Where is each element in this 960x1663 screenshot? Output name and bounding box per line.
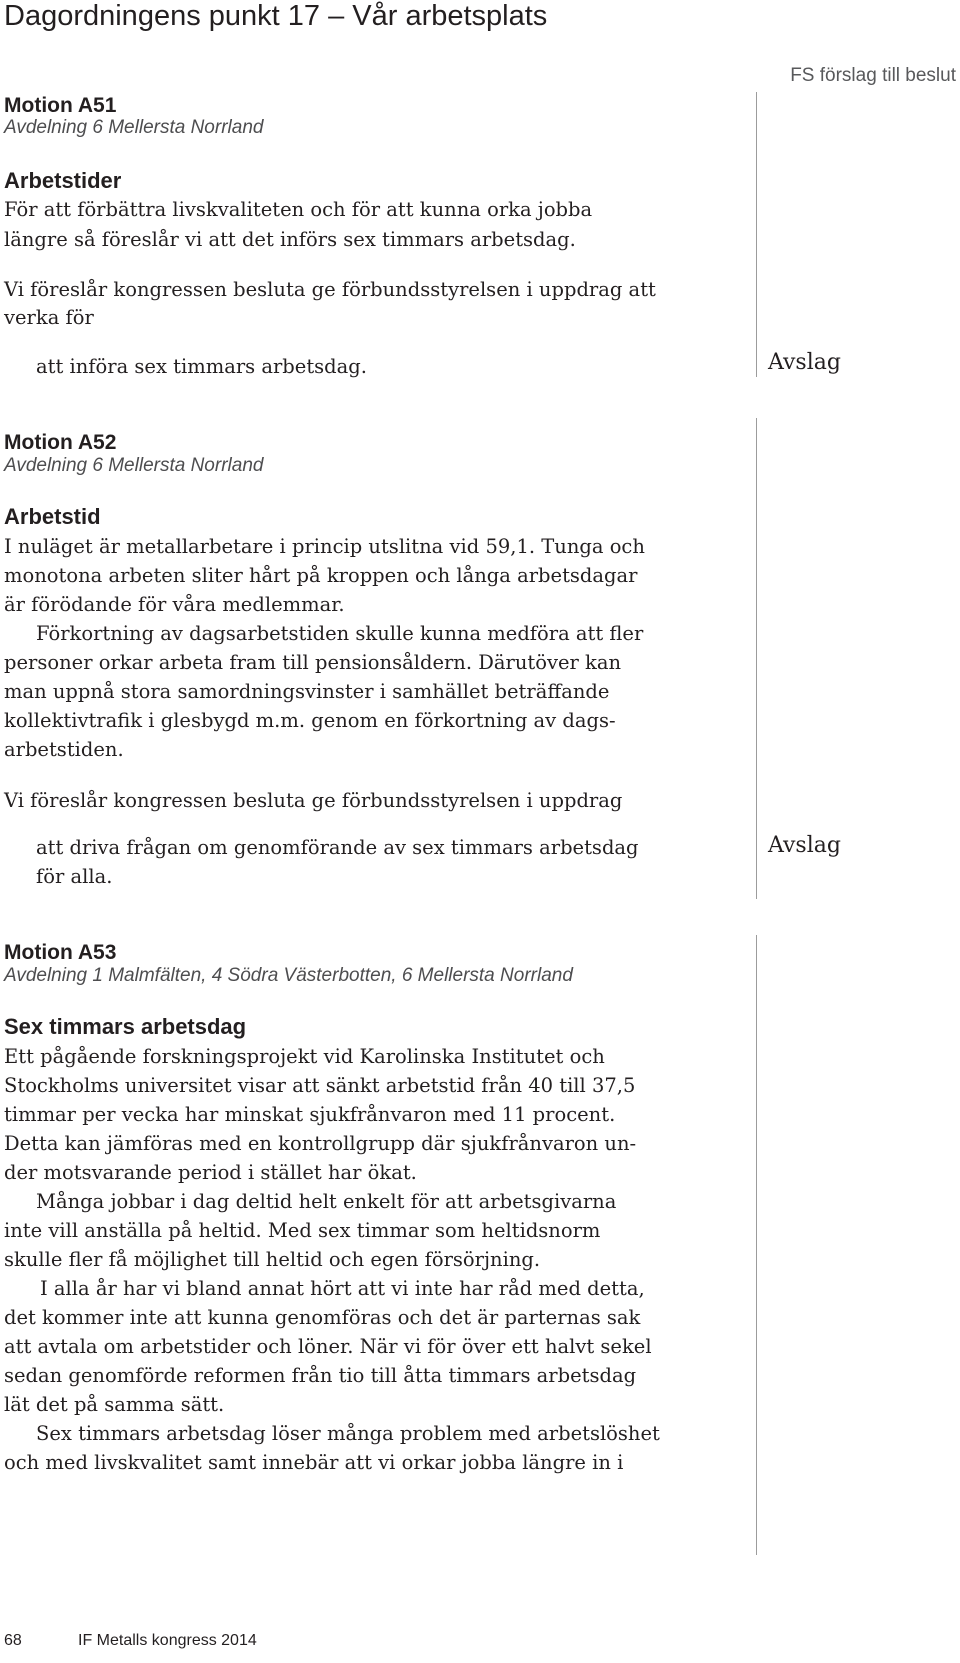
body-line: Stockholms universitet visar att sänkt arbetstid från 40 till 37,5 <box>4 1074 636 1097</box>
column-divider <box>756 92 757 377</box>
body-line: Ett pågående forskningsprojekt vid Karolinska Institutet och <box>4 1045 605 1068</box>
body-line: det kommer inte att kunna genomföras och det är parternas sak <box>4 1306 641 1329</box>
body-line: Vi föreslår kongressen besluta ge förbundsstyrelsen i uppdrag att <box>4 278 656 301</box>
motion-subtitle: Avdelning 1 Malmfälten, 4 Södra Västerbotten, 6 Mellersta Norrland <box>4 965 573 986</box>
body-line: Många jobbar i dag deltid helt enkelt för att arbetsgivarna <box>36 1190 617 1213</box>
body-line: I nuläget är metallarbetare i princip utslitna vid 59,1. Tunga och <box>4 535 645 558</box>
body-line: verka för <box>4 306 94 329</box>
body-line: lät det på samma sätt. <box>4 1393 225 1416</box>
body-line: man uppnå stora samordningsvinster i samhället beträffande <box>4 680 610 703</box>
body-line: och med livskvalitet samt innebär att vi orkar jobba längre in i <box>4 1451 624 1474</box>
att-clause: för alla. <box>36 865 113 888</box>
column-divider <box>756 418 757 899</box>
page-title: Dagordningens punkt 17 – Vår arbetsplats <box>4 0 548 32</box>
motion-title: Motion A52 <box>4 431 117 454</box>
body-line: att avtala om arbetstider och löner. När vi för över ett halvt sekel <box>4 1335 652 1358</box>
body-line: Sex timmars arbetsdag löser många problem med arbetslöshet <box>36 1422 660 1445</box>
motion-heading: Sex timmars arbetsdag <box>4 1014 247 1039</box>
decision-label: Avslag <box>768 833 841 858</box>
motion-title: Motion A51 <box>4 94 117 117</box>
column-divider <box>756 935 757 1555</box>
body-line: längre så föreslår vi att det införs sex timmars arbetsdag. <box>4 228 576 251</box>
body-line: timmar per vecka har minskat sjukfrånvaron med 11 procent. <box>4 1103 616 1126</box>
body-line: monotona arbeten sliter hårt på kroppen och långa arbetsdagar <box>4 564 638 587</box>
motion-heading: Arbetstider <box>4 168 122 193</box>
decision-column-header: FS förslag till beslut <box>790 65 956 86</box>
body-line: är förödande för våra medlemmar. <box>4 593 345 616</box>
motion-title: Motion A53 <box>4 941 117 964</box>
body-line: arbetstiden. <box>4 738 124 761</box>
body-line: För att förbättra livskvaliteten och för att kunna orka jobba <box>4 198 593 221</box>
page-number: 68 <box>4 1632 22 1649</box>
body-line: sedan genomförde reformen från tio till åtta timmars arbetsdag <box>4 1364 637 1387</box>
body-line: inte vill anställa på heltid. Med sex timmar som heltidsnorm <box>4 1219 601 1242</box>
att-clause: att införa sex timmars arbetsdag. <box>36 355 367 378</box>
body-line: personer orkar arbeta fram till pensionsåldern. Därutöver kan <box>4 651 622 674</box>
body-line: der motsvarande period i stället har ökat. <box>4 1161 417 1184</box>
body-line: Förkortning av dagsarbetstiden skulle kunna medföra att fler <box>36 622 644 645</box>
body-line: I alla år har vi bland annat hört att vi inte har råd med detta, <box>40 1277 645 1300</box>
body-line: Detta kan jämföras med en kontrollgrupp där sjukfrånvaron un- <box>4 1132 637 1155</box>
motion-heading: Arbetstid <box>4 504 101 529</box>
decision-label: Avslag <box>768 350 841 375</box>
att-clause: att driva frågan om genomförande av sex timmars arbetsdag <box>36 836 639 859</box>
motion-subtitle: Avdelning 6 Mellersta Norrland <box>4 455 264 476</box>
body-line: Vi föreslår kongressen besluta ge förbundsstyrelsen i uppdrag <box>4 789 623 812</box>
body-line: skulle fler få möjlighet till heltid och egen försörjning. <box>4 1248 541 1271</box>
motion-subtitle: Avdelning 6 Mellersta Norrland <box>4 117 264 138</box>
publication-name: IF Metalls kongress 2014 <box>78 1632 257 1649</box>
body-line: kollektivtrafik i glesbygd m.m. genom en förkortning av dags- <box>4 709 616 732</box>
